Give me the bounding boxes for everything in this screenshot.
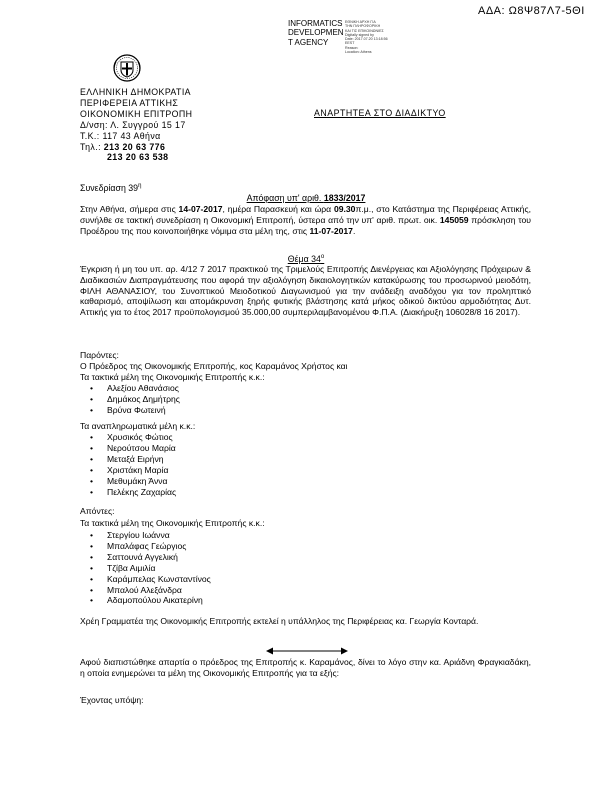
list-item <box>80 530 211 541</box>
agency-line: INFORMATICS <box>288 19 343 28</box>
phone-label: Τηλ.: <box>80 141 101 152</box>
signature-line: Reason: <box>345 45 359 50</box>
intro-paragraph <box>80 204 531 236</box>
signature-line: Location: Athens <box>345 50 372 55</box>
session-number <box>80 181 141 194</box>
decision-number: 1833/2017 <box>323 193 366 203</box>
bullet: • <box>90 464 94 475</box>
member-name: Μπαλάφας Γεώργιος <box>107 540 187 551</box>
authority-header <box>80 87 192 163</box>
bullet: • <box>90 540 94 551</box>
member-name: Μπαλού Αλεξάνδρα <box>107 584 182 595</box>
list-item <box>80 465 176 476</box>
signature-line: ΕΘΝΙΚΗ ΑΡΧΗ ΓΙΑ <box>345 20 376 24</box>
absent-label: Απόντες: <box>80 506 115 516</box>
digital-signature-text <box>345 20 388 54</box>
regular-members-label: Τα τακτικά μέλη της Οικονομικής Επιτροπής κ.κ.: <box>80 372 265 382</box>
posted-online-notice: ΑΝΑΡΤΗΤΕΑ ΣΤΟ ΔΙΑΔΙΚΤΥΟ <box>314 108 446 118</box>
bullet: • <box>90 530 94 540</box>
bullet: • <box>90 562 94 573</box>
member-name: Χριστάκη Μαρία <box>107 464 169 475</box>
list-item <box>80 541 211 552</box>
signature-line: ΚΑΙ ΤΙΣ ΕΠΙΚΟΙΝΩΝΙΕΣ <box>345 28 384 33</box>
bullet: • <box>90 432 94 442</box>
member-name: Μεθυμάκη Άννα <box>107 475 168 486</box>
greek-emblem-icon <box>112 53 142 83</box>
agency-line: T AGENCY <box>288 37 329 47</box>
double-arrow-icon <box>266 647 348 655</box>
member-name: Μεταξά Ειρήνη <box>107 453 164 464</box>
phone-line <box>80 152 192 163</box>
signature-line: Date: 2017.07.20 13:18:56 <box>345 37 388 42</box>
intro-text: Στην Αθήνα, σήμερα στις <box>80 204 179 214</box>
intro-text: . <box>352 225 356 236</box>
absent-members-list <box>80 530 211 606</box>
list-item <box>80 405 180 416</box>
session-label: Συνεδρίαση 39 <box>80 182 139 193</box>
meeting-date: 14-07-2017 <box>178 204 223 214</box>
intro-text: , ημέρα Παρασκευή και ώρα <box>222 204 334 214</box>
list-item <box>80 454 176 465</box>
bullet: • <box>90 486 94 497</box>
agency-logo-text <box>288 19 344 47</box>
member-name: Δημάκος Δημήτρης <box>107 393 180 404</box>
session-sup: η <box>138 183 142 189</box>
theme-sup: ο <box>320 254 325 260</box>
quorum-paragraph: Αφού διαπιστώθηκε απαρτία ο πρόεδρος της Επιτροπής κ. Καραμάνος, δίνει το λόγο στην κα. Αριάδνη Φραγκιαδάκη, η οποία ενημερώνει τα μέλη της Οικονομικής Επιτροπής για τα εξής: <box>80 657 531 678</box>
agency-line: DEVELOPMEN <box>288 28 344 38</box>
ada-code: ΑΔΑ: Ω8Ψ87Λ7-5ΘΙ <box>478 5 585 17</box>
member-name: Αδαμοπούλου Αικατερίνη <box>107 595 203 606</box>
signature-line: EEST <box>345 41 355 46</box>
member-name: Αλεξίου Αθανάσιος <box>107 383 179 393</box>
header-line: Δ/νση: Λ. Συγγρού 15 17 <box>80 119 186 130</box>
list-item <box>80 563 211 574</box>
member-name: Νερούτσου Μαρία <box>107 442 176 453</box>
member-name: Σαττουνά Αγγελική <box>107 551 178 562</box>
list-item <box>80 574 211 585</box>
meeting-time: 09.30 <box>333 204 356 214</box>
signature-line: ΤΗΝ ΠΛΗΡΟΦΟΡΙΚΗ <box>345 24 381 29</box>
bullet: • <box>90 404 94 415</box>
bullet: • <box>90 573 94 584</box>
signature-line: Digitally signed by <box>345 32 374 37</box>
decision-title <box>80 193 532 204</box>
regular-members-list <box>80 383 180 416</box>
member-name: Χρυσικός Φώτιος <box>107 432 173 442</box>
secretary-paragraph: Χρέη Γραμματέα της Οικονομικής Επιτροπής εκτελεί η υπάλληλος της Περιφέρειας κα. Γεωργία Κονταρά. <box>80 616 479 626</box>
theme-title <box>80 252 532 265</box>
bullet: • <box>90 453 94 464</box>
bullet: • <box>90 442 94 453</box>
absent-regular-label: Τα τακτικά μέλη της Οικονομικής Επιτροπής κ.κ.: <box>80 518 265 528</box>
header-line: ΠΕΡΙΦΕΡΕΙΑ ΑΤΤΙΚΗΣ <box>80 97 179 108</box>
member-name: Τζίβα Αιμιλία <box>107 562 156 573</box>
list-item <box>80 552 211 563</box>
substitute-members-label: Τα αναπληρωματικά μέλη κ.κ.: <box>80 421 196 431</box>
subject-paragraph: Έγκριση ή μη του υπ. αρ. 4/12 7 2017 πρακτικού της Τριμελούς Επιτροπής Διενέργειας και Αξιολόγησης Πρόχειρων & Διαδικασιών Διαπραγμάτευσης που αφορά την αξιολόγηση δικαιολογητικών κατακύρωσης του προσωρινού μειοδότη, ΦΙΛΗ ΑΘΑΝΑΣΙΟΥ, του Συνοπτικού Μειοδοτικού Διαγωνισμού για την ανάδειξη αναδόχου για τον προληπτικό καθαρισμό, αποψίλωση και απομάκρυνση ξηρής φυτικής βλάστησης κατά μήκος οδικού δικτύου αρμοδιότητας Δυτ. Αττικής για το έτος 2017 προϋπολογισμού 35.000,00 συμπεριλαμβανομένου Φ.Π.Α. (Διακήρυξη 106028/8 16 2017). <box>80 264 531 318</box>
phone-number: 213 20 63 776 <box>103 141 166 152</box>
phone-line <box>80 142 192 153</box>
list-item <box>80 394 180 405</box>
member-name: Στεργίου Ιωάννα <box>107 530 170 540</box>
bullet: • <box>90 383 94 393</box>
list-item <box>80 476 176 487</box>
invitation-date: 11-07-2017 <box>309 225 353 236</box>
decision-prefix: Απόφαση υπ' αριθ. <box>246 193 324 203</box>
header-line: ΕΛΛΗΝΙΚΗ ΔΗΜΟΚΡΑΤΙΑ <box>80 87 191 97</box>
protocol-number: 145059 <box>439 214 469 225</box>
considering-label: Έχοντας υπόψη: <box>80 695 144 705</box>
phone-number: 213 20 63 538 <box>107 152 169 163</box>
list-item <box>80 595 211 606</box>
theme-label: Θέμα 34 <box>287 253 321 264</box>
header-line: ΟΙΚΟΝΟΜΙΚΗ ΕΠΙΤΡΟΠΗ <box>80 108 193 119</box>
bullet: • <box>90 393 94 404</box>
header-line: Τ.Κ.: 117 43 Αθήνα <box>80 130 161 141</box>
list-item <box>80 432 176 443</box>
bullet: • <box>90 584 94 595</box>
bullet: • <box>90 475 94 486</box>
member-name: Καράμπελας Κωνσταντίνος <box>107 573 211 584</box>
list-item <box>80 383 180 394</box>
present-label: Παρόντες: <box>80 350 119 360</box>
bullet: • <box>90 595 94 606</box>
intro-text: πρόσκληση του Προέδρου της που κοινοποιήθηκε νόμιμα στα μέλη της, στις <box>80 214 531 236</box>
member-name: Βρύνα Φωτεινή <box>107 404 166 415</box>
intro-text: π.μ., στο Κατάστημα της Περιφέρειας Αττικής, συνήλθε σε τακτική συνεδρίαση η Οικονομική Επιτροπή, ύστερα από την υπ' αριθ. πρωτ. οικ. <box>80 204 531 225</box>
bullet: • <box>90 551 94 562</box>
substitute-members-list <box>80 432 176 497</box>
member-name: Πελέκης Ζαχαρίας <box>107 486 177 497</box>
list-item <box>80 585 211 596</box>
chair-line: Ο Πρόεδρος της Οικονομικής Επιτροπής, κος Καραμάνος Χρήστος και <box>80 361 348 371</box>
list-item <box>80 443 176 454</box>
list-item <box>80 487 176 498</box>
